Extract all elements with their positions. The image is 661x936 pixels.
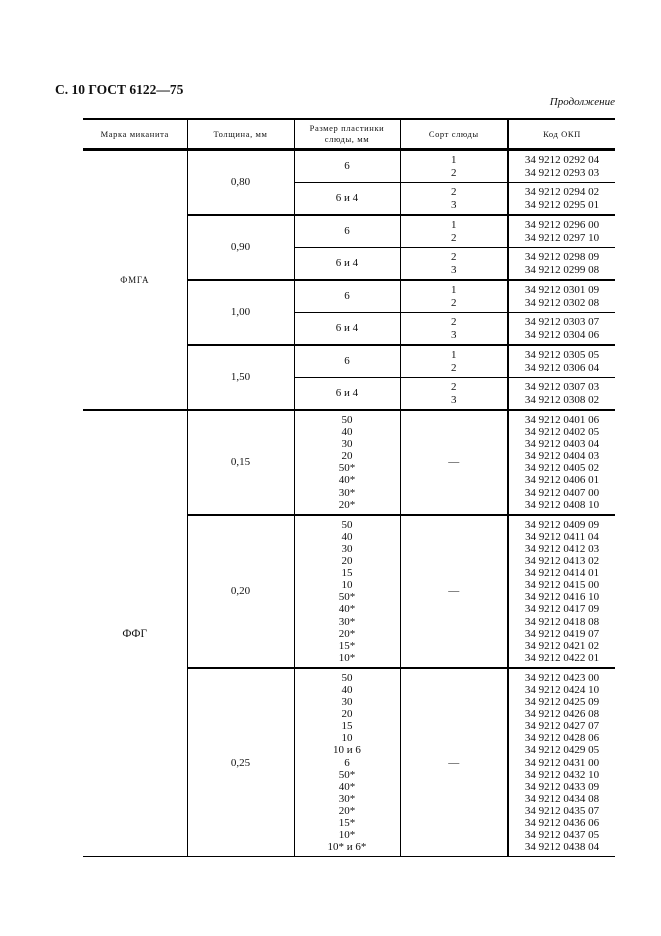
table-header-row [83,119,615,150]
okp-code-cell-line: 34 9212 0427 07 [524,720,600,733]
plate-size-cell-line: 50 [341,518,353,531]
mica-grade-cell-line: 1 [451,154,457,167]
thickness-cell: 0,15 [187,410,294,515]
plate-size-cell-line: 20* [338,627,356,640]
mica-grade-cell [400,183,508,216]
brand-cell: ФМГА [83,150,187,411]
header-plate-size: Размер пластинки слюды, мм [294,119,400,150]
okp-code-cell-line: 34 9212 0426 08 [524,708,600,721]
mica-grade-cell-line: 2 [451,186,457,199]
plate-size-cell-line: 40* [338,474,356,487]
mica-grade-cell-line: 3 [451,328,457,341]
okp-code-cell-line: 34 9212 0435 07 [524,804,600,817]
mica-grade-cell [400,215,508,248]
mica-grade-cell-line: 3 [451,198,457,211]
okp-code-cell-line: 34 9212 0425 09 [524,696,600,709]
okp-code-cell-line: 34 9212 0437 05 [524,829,600,842]
thickness-cell: 0,90 [187,215,294,280]
mica-grade-cell-line: — [448,585,460,598]
plate-size-cell-line: 6 и 4 [335,322,359,335]
plate-size-cell-line: 40 [341,426,353,439]
okp-code-cell-line: 34 9212 0295 01 [524,198,600,211]
okp-code-cell [508,215,615,248]
okp-code-cell-line: 34 9212 0434 08 [524,792,600,805]
plate-size-cell-line: 10 [341,732,353,745]
plate-size-cell-line: 15 [341,720,353,733]
okp-code-cell-line: 34 9212 0308 02 [524,393,600,406]
table-row [83,410,615,515]
header-mica-grade: Сорт слюды [400,119,508,150]
okp-code-cell-line: 34 9212 0423 00 [524,671,600,684]
okp-code-cell-line: 34 9212 0303 07 [524,316,600,329]
plate-size-cell-line: 40* [338,603,356,616]
okp-code-cell-line: 34 9212 0421 02 [524,639,600,652]
plate-size-cell-line: 40 [341,683,353,696]
plate-size-cell-line: 10 [341,579,353,592]
okp-code-cell [508,378,615,411]
okp-code-cell-line: 34 9212 0307 03 [524,381,600,394]
mica-grade-cell-line: 2 [451,231,457,244]
okp-code-cell-line: 34 9212 0406 01 [524,474,600,487]
plate-size-cell [294,248,400,281]
plate-size-cell [294,345,400,378]
okp-code-cell-line: 34 9212 0403 04 [524,438,600,451]
okp-code-cell-line: 34 9212 0433 09 [524,780,600,793]
okp-code-cell [508,410,615,515]
okp-code-cell [508,248,615,281]
okp-code-cell-line: 34 9212 0408 10 [524,498,600,511]
thickness-cell: 1,50 [187,345,294,410]
page-title: С. 10 ГОСТ 6122—75 [55,82,184,97]
plate-size-cell-line: 6 [344,160,350,173]
okp-code-cell [508,313,615,346]
okp-code-cell-line: 34 9212 0414 01 [524,567,600,580]
okp-code-cell-line: 34 9212 0294 02 [524,186,600,199]
plate-size-cell-line: 50 [341,414,353,426]
plate-size-cell-line: 6 и 4 [335,192,359,205]
mica-grade-cell [400,313,508,346]
plate-size-cell-line: 50 [341,671,353,684]
mica-grade-cell [400,280,508,313]
plate-size-cell-line: 50* [338,768,356,781]
table-body [83,150,615,857]
okp-code-cell [508,345,615,378]
mica-grade-cell [400,668,508,857]
okp-code-cell [508,668,615,857]
plate-size-cell [294,183,400,216]
okp-code-cell-line: 34 9212 0404 03 [524,450,600,463]
plate-size-cell-line: 20* [338,498,356,511]
mica-grade-cell-line: 3 [451,393,457,406]
plate-size-cell-line: 10* и 6* [327,841,367,854]
okp-code-cell-line: 34 9212 0301 09 [524,284,600,297]
okp-code-cell-line: 34 9212 0413 02 [524,555,600,568]
okp-code-cell-line: 34 9212 0418 08 [524,615,600,628]
plate-size-cell [294,150,400,183]
plate-size-cell [294,280,400,313]
okp-code-cell-line: 34 9212 0438 04 [524,841,600,854]
okp-code-cell-line: 34 9212 0422 01 [524,651,600,664]
mica-grade-cell [400,410,508,515]
okp-code-cell-line: 34 9212 0405 02 [524,462,600,475]
thickness-cell: 0,25 [187,668,294,857]
okp-code-cell-line: 34 9212 0419 07 [524,627,600,640]
okp-code-cell [508,515,615,668]
mica-grade-cell [400,345,508,378]
mica-grade-cell-line: 2 [451,361,457,374]
okp-code-cell-line: 34 9212 0299 08 [524,263,600,276]
header-thickness: Толщина, мм [187,119,294,150]
thickness-cell: 0,80 [187,150,294,216]
okp-code-cell [508,183,615,216]
okp-code-cell-line: 34 9212 0302 08 [524,296,600,309]
mica-grade-cell [400,248,508,281]
okp-code-cell-line: 34 9212 0432 10 [524,768,600,781]
plate-size-cell-line: 50* [338,591,356,604]
okp-code-cell-line: 34 9212 0296 00 [524,219,600,232]
mica-grade-cell [400,515,508,668]
okp-code-cell-line: 34 9212 0411 04 [525,530,599,543]
mica-grade-cell-line: 1 [451,349,457,362]
plate-size-cell-line: 20 [341,450,353,463]
okp-code-cell-line: 34 9212 0298 09 [524,251,600,264]
okp-code-cell-line: 34 9212 0424 10 [524,683,600,696]
okp-code-cell-line: 34 9212 0402 05 [524,426,600,439]
plate-size-cell-line: 30 [341,438,353,451]
plate-size-cell-line: 20* [338,804,356,817]
plate-size-cell [294,515,400,668]
mica-grade-cell-line: 2 [451,316,457,329]
plate-size-cell-line: 30* [338,792,356,805]
okp-code-cell-line: 34 9212 0305 05 [524,349,600,362]
continuation-label: Продолжение [549,96,615,108]
okp-code-cell-line: 34 9212 0292 04 [524,154,600,167]
plate-size-cell-line: 30* [338,615,356,628]
okp-code-cell-line: 34 9212 0304 06 [524,328,600,341]
plate-size-cell [294,215,400,248]
mica-grade-cell-line: 2 [451,251,457,264]
okp-code-cell-line: 34 9212 0416 10 [524,591,600,604]
thickness-cell: 1,00 [187,280,294,345]
plate-size-cell-line: 15* [338,639,356,652]
mica-grade-cell-line: 2 [451,381,457,394]
plate-size-cell-line: 30 [341,696,353,709]
mica-grade-cell-line: 1 [451,284,457,297]
plate-size-cell [294,378,400,411]
plate-size-cell-line: 6 и 4 [335,387,359,400]
okp-code-cell-line: 34 9212 0297 10 [524,231,600,244]
okp-code-cell [508,150,615,183]
mica-grade-cell [400,150,508,183]
okp-code-cell-line: 34 9212 0409 09 [524,518,600,531]
plate-size-cell-line: 30* [338,486,356,499]
okp-code-cell-line: 34 9212 0407 00 [524,486,600,499]
okp-code-cell [508,280,615,313]
mica-grade-cell-line: 1 [451,219,457,232]
mica-grade-cell-line: 2 [451,296,457,309]
plate-size-cell-line: 20 [341,555,353,568]
mica-grade-cell-line: 2 [451,166,457,179]
header-brand: Марка миканита [83,119,187,150]
plate-size-cell-line: 20 [341,708,353,721]
plate-size-cell-line: 50* [338,462,356,475]
okp-code-cell-line: 34 9212 0401 06 [524,414,600,426]
okp-code-cell-line: 34 9212 0431 00 [524,756,600,769]
plate-size-cell [294,313,400,346]
plate-size-cell-line: 15 [341,567,353,580]
okp-code-cell-line: 34 9212 0415 00 [524,579,600,592]
okp-code-cell-line: 34 9212 0428 06 [524,732,600,745]
okp-code-cell-line: 34 9212 0417 09 [524,603,600,616]
plate-size-cell-line: 6 [344,355,350,368]
mica-grade-cell-line: 3 [451,263,457,276]
table-row [83,150,615,183]
brand-cell: ФФГ [83,410,187,857]
plate-size-cell-line: 40 [341,530,353,543]
plate-size-cell-line: 15* [338,817,356,829]
plate-size-cell-line: 10* [338,651,356,664]
plate-size-cell [294,668,400,857]
plate-size-cell-line: 10 и 6 [333,744,361,757]
header-okp-code: Код ОКП [508,119,615,150]
thickness-cell: 0,20 [187,515,294,668]
plate-size-cell-line: 6 и 4 [335,257,359,270]
plate-size-cell-line: 30 [341,542,353,555]
mica-grade-cell [400,378,508,411]
plate-size-cell-line: 6 [344,290,350,303]
plate-size-cell [294,410,400,515]
okp-code-cell-line: 34 9212 0412 03 [524,542,600,555]
plate-size-cell-line: 6 [344,756,350,769]
plate-size-cell-line: 6 [344,225,350,238]
okp-code-cell-line: 34 9212 0293 03 [524,166,600,179]
mica-grade-cell-line: — [448,756,460,769]
okp-code-cell-line: 34 9212 0436 06 [524,817,600,829]
okp-code-cell-line: 34 9212 0306 04 [524,361,600,374]
plate-size-cell-line: 10* [338,829,356,842]
mica-grade-cell-line: — [448,456,460,469]
plate-size-cell-line: 40* [338,780,356,793]
micanite-table [83,118,615,857]
okp-code-cell-line: 34 9212 0429 05 [524,744,600,757]
